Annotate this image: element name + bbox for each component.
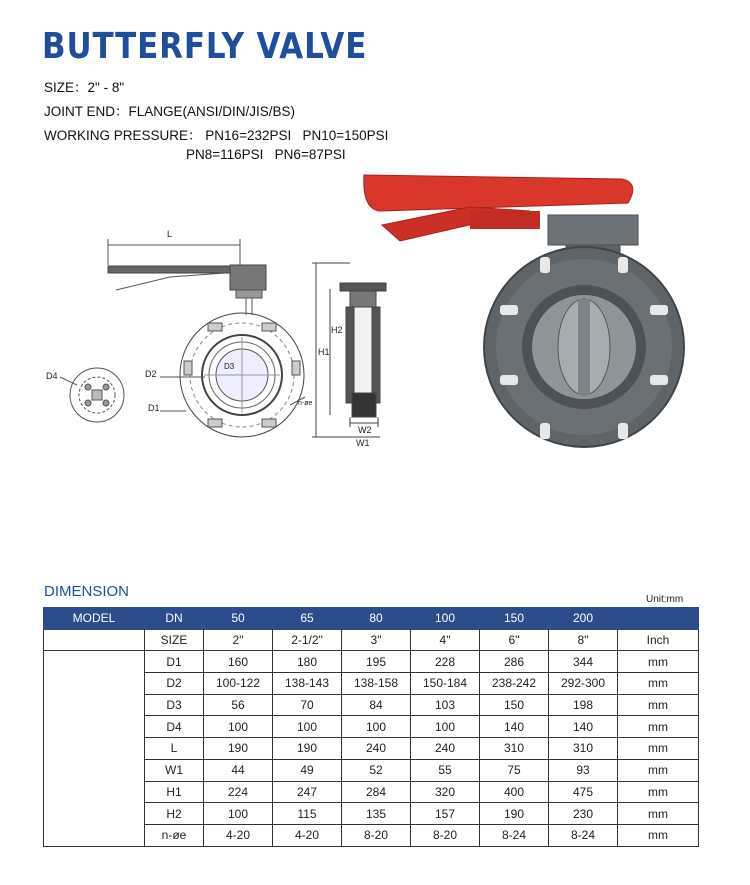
table-cell: 135 (342, 803, 411, 825)
header-cell: 65 (273, 608, 342, 630)
table-cell: 475 (549, 781, 618, 803)
table-cell: 8-20 (411, 824, 480, 846)
table-cell: 190 (204, 738, 273, 760)
header-cell: MODEL (44, 608, 145, 630)
table-cell: 190 (480, 803, 549, 825)
table-cell: 344 (549, 651, 618, 673)
model-cell (44, 651, 145, 846)
table-cell: 75 (480, 759, 549, 781)
table-cell: 140 (549, 716, 618, 738)
header-cell: 100 (411, 608, 480, 630)
table-cell: mm (618, 824, 699, 846)
table-cell: 150 (480, 694, 549, 716)
table-cell: 2" (204, 629, 273, 651)
table-cell: mm (618, 738, 699, 760)
table-cell: 103 (411, 694, 480, 716)
table-cell: 292-300 (549, 673, 618, 695)
table-cell: 8-24 (480, 824, 549, 846)
dimension-table (43, 607, 699, 847)
table-cell: 195 (342, 651, 411, 673)
label-W2: W2 (358, 425, 372, 435)
label-H1: H1 (318, 347, 330, 357)
table-cell: 240 (411, 738, 480, 760)
table-cell: 320 (411, 781, 480, 803)
table-cell: 286 (480, 651, 549, 673)
header-cell: 50 (204, 608, 273, 630)
table-row (44, 629, 699, 651)
label-W1: W1 (356, 438, 370, 448)
pressure-spec-cont (186, 147, 346, 162)
table-cell: 247 (273, 781, 342, 803)
table-cell: 100 (204, 716, 273, 738)
table-cell: 52 (342, 759, 411, 781)
table-cell: L (145, 738, 204, 760)
table-cell: 4-20 (273, 824, 342, 846)
table-cell: mm (618, 803, 699, 825)
table-cell: 115 (273, 803, 342, 825)
table-cell (44, 629, 145, 651)
table-cell: W1 (145, 759, 204, 781)
table-cell: mm (618, 716, 699, 738)
header-cell: 200 (549, 608, 618, 630)
label-D2: D2 (145, 369, 157, 379)
table-cell: n-øe (145, 824, 204, 846)
table-cell: 84 (342, 694, 411, 716)
label-n-oe: n-øe (298, 400, 313, 407)
size-value: 2" - 8" (87, 80, 125, 95)
table-cell: 138-143 (273, 673, 342, 695)
table-cell: mm (618, 759, 699, 781)
table-cell: 100-122 (204, 673, 273, 695)
label-H2: H2 (331, 325, 343, 335)
pressure-label: WORKING PRESSURE： (44, 128, 202, 143)
table-cell: 224 (204, 781, 273, 803)
table-cell: 198 (549, 694, 618, 716)
table-cell: 230 (549, 803, 618, 825)
table-cell: 150-184 (411, 673, 480, 695)
table-cell: 93 (549, 759, 618, 781)
table-cell: H2 (145, 803, 204, 825)
table-row (44, 651, 699, 673)
front-view-schematic (108, 239, 305, 437)
joint-value: FLANGE(ANSI/DIN/JIS/BS) (128, 104, 296, 119)
header-cell: 150 (480, 608, 549, 630)
size-spec (44, 76, 124, 96)
table-cell: D4 (145, 716, 204, 738)
table-cell: 56 (204, 694, 273, 716)
table-cell: 4" (411, 629, 480, 651)
pressure-spec (44, 124, 388, 144)
table-cell: 8-20 (342, 824, 411, 846)
size-label: SIZE： (44, 80, 88, 95)
pressure-line2: PN8=116PSI PN6=87PSI (186, 147, 346, 162)
table-cell: 284 (342, 781, 411, 803)
table-cell: mm (618, 694, 699, 716)
label-D3: D3 (224, 362, 235, 371)
table-cell: 228 (411, 651, 480, 673)
table-cell: 180 (273, 651, 342, 673)
header-cell: DN (145, 608, 204, 630)
unit-label: Unit:mm (646, 594, 684, 605)
table-cell: 157 (411, 803, 480, 825)
table-header-row (44, 608, 699, 630)
table-cell: 6" (480, 629, 549, 651)
label-D4: D4 (46, 371, 58, 381)
table-cell: 49 (273, 759, 342, 781)
table-cell: 240 (342, 738, 411, 760)
joint-label: JOINT END： (44, 104, 129, 119)
table-cell: 400 (480, 781, 549, 803)
table-cell: 100 (204, 803, 273, 825)
joint-spec (44, 100, 295, 120)
table-cell: 4-20 (204, 824, 273, 846)
pressure-line1: PN16=232PSI PN10=150PSI (205, 128, 389, 143)
table-cell: 100 (411, 716, 480, 738)
table-cell: 140 (480, 716, 549, 738)
table-cell: mm (618, 673, 699, 695)
table-cell: 8-24 (549, 824, 618, 846)
table-cell: D1 (145, 651, 204, 673)
header-cell (618, 608, 699, 630)
table-cell: 3" (342, 629, 411, 651)
table-cell: D2 (145, 673, 204, 695)
valve-drawing (0, 165, 750, 475)
dimension-title: DIMENSION (44, 583, 130, 600)
header-cell: 80 (342, 608, 411, 630)
page-title: BUTTERFLY VALVE (42, 26, 368, 67)
table-cell: H1 (145, 781, 204, 803)
table-cell: SIZE (145, 629, 204, 651)
table-cell: mm (618, 781, 699, 803)
label-L: L (167, 229, 173, 239)
table-cell: 138-158 (342, 673, 411, 695)
table-cell: 160 (204, 651, 273, 673)
table-cell: 310 (549, 738, 618, 760)
table-cell: 100 (342, 716, 411, 738)
table-cell: 2-1/2" (273, 629, 342, 651)
table-cell: 55 (411, 759, 480, 781)
table-cell: 310 (480, 738, 549, 760)
table-cell: D3 (145, 694, 204, 716)
label-D1: D1 (148, 403, 160, 413)
table-cell: 44 (204, 759, 273, 781)
bolt-pattern-schematic (60, 368, 124, 422)
table-cell: 70 (273, 694, 342, 716)
table-cell: 100 (273, 716, 342, 738)
table-cell: Inch (618, 629, 699, 651)
table-cell: 238-242 (480, 673, 549, 695)
table-cell: 190 (273, 738, 342, 760)
table-cell: 8" (549, 629, 618, 651)
valve-product-image (364, 175, 684, 447)
table-cell: mm (618, 651, 699, 673)
